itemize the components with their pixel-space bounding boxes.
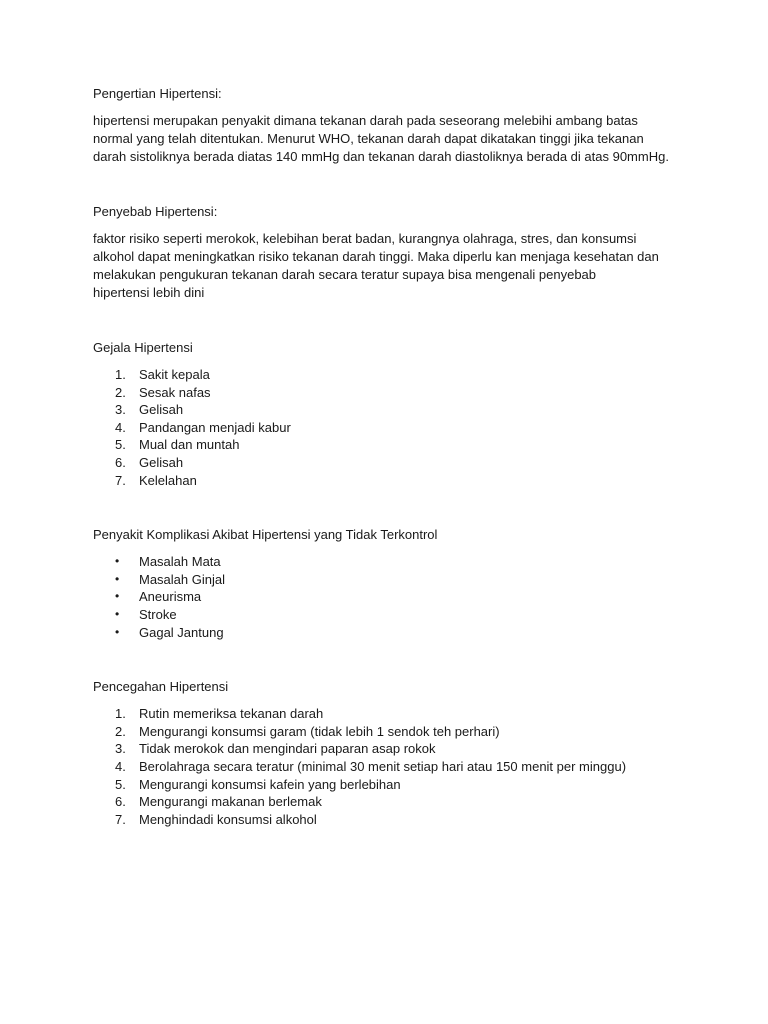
prevention-heading: Pencegahan Hipertensi — [93, 679, 229, 695]
list-item-text: Aneurisma — [139, 589, 202, 605]
list-item-text: Mengurangi konsumsi garam (tidak lebih 1 sendok teh perhari) — [139, 723, 500, 739]
definition-heading: Pengertian Hipertensi: — [93, 86, 222, 101]
complications-list — [93, 553, 683, 641]
bullet-icon: • — [115, 606, 120, 621]
list-number: 1. — [115, 367, 126, 382]
list-item — [93, 776, 683, 794]
list-number: 7. — [115, 811, 126, 827]
list-number: 1. — [115, 706, 126, 722]
list-item-text: Rutin memeriksa tekanan darah — [139, 706, 324, 722]
document-page — [93, 85, 683, 828]
list-item — [93, 723, 683, 741]
definition-paragraph: hipertensi merupakan penyakit dimana tekanan darah pada seseorang melebihi ambang batas normal yang telah ditentukan. Menurut WHO, tekanan darah dapat dikatakan tinggi jika tekanan darah sistoliknya berada diatas 140 mmHg dan tekanan darah diastoliknya berada di atas 90mmHg. — [93, 113, 669, 164]
list-number: 2. — [115, 384, 126, 400]
list-item-text: Sakit kepala — [139, 367, 210, 382]
list-item-text: Tidak merokok dan mengindari paparan asap rokok — [139, 741, 436, 757]
list-item-text: Masalah Ginjal — [139, 571, 225, 587]
list-item — [93, 436, 683, 454]
list-item-text: Berolahraga secara teratur (minimal 30 menit setiap hari atau 150 menit per minggu) — [139, 758, 627, 774]
list-number: 4. — [115, 419, 126, 435]
list-number: 4. — [115, 758, 126, 774]
list-item-text: Kelelahan — [139, 472, 197, 488]
list-item — [93, 454, 683, 472]
list-number: 3. — [115, 402, 126, 418]
list-item-text: Gelisah — [139, 402, 184, 418]
list-item — [93, 401, 683, 419]
bullet-icon: • — [115, 571, 120, 586]
list-item — [93, 366, 683, 384]
list-number: 6. — [115, 454, 126, 470]
list-item — [93, 705, 683, 723]
list-item — [93, 793, 683, 811]
list-item — [93, 384, 683, 402]
list-item-text: Pandangan menjadi kabur — [139, 419, 291, 435]
list-item-text: Gagal Jantung — [139, 624, 224, 640]
list-number: 5. — [115, 776, 126, 792]
list-item — [93, 419, 683, 437]
complications-heading: Penyakit Komplikasi Akibat Hipertensi yang Tidak Terkontrol — [93, 527, 438, 543]
bullet-icon: • — [115, 624, 120, 639]
list-item-text: Menghindadi konsumsi alkohol — [139, 811, 317, 827]
bullet-icon: • — [115, 554, 120, 569]
list-item — [93, 606, 683, 624]
list-item — [93, 553, 683, 571]
list-item-text: Masalah Mata — [139, 554, 221, 570]
symptoms-list — [93, 366, 683, 489]
prevention-list — [93, 705, 683, 828]
list-item — [93, 811, 683, 829]
causes-heading: Penyebab Hipertensi: — [93, 204, 218, 219]
list-item — [93, 624, 683, 642]
list-item-text: Mengurangi makanan berlemak — [139, 794, 322, 810]
list-item — [93, 472, 683, 490]
list-item-text: Stroke — [139, 606, 177, 622]
symptoms-heading: Gejala Hipertensi — [93, 340, 193, 355]
list-item-text: Mual dan muntah — [139, 437, 240, 453]
bullet-icon: • — [115, 589, 120, 604]
list-number: 5. — [115, 437, 126, 453]
list-number: 6. — [115, 794, 126, 810]
list-item — [93, 588, 683, 606]
list-number: 2. — [115, 723, 126, 739]
list-item — [93, 740, 683, 758]
list-number: 3. — [115, 741, 126, 757]
causes-paragraph: faktor risiko seperti merokok, kelebihan berat badan, kurangnya olahraga, stres, dan konsumsi alkohol dapat meningkatkan risiko tekanan darah tinggi. Maka diperlu kan menjaga kesehatan dan melakukan pengukuran tekanan darah secara teratur supaya bisa mengenali penyebab hipertensi lebih dini — [93, 231, 659, 300]
list-item-text: Mengurangi konsumsi kafein yang berlebihan — [139, 776, 401, 792]
list-item-text: Sesak nafas — [139, 384, 211, 400]
list-item — [93, 758, 683, 776]
list-item — [93, 571, 683, 589]
list-number: 7. — [115, 472, 126, 488]
list-item-text: Gelisah — [139, 454, 184, 470]
